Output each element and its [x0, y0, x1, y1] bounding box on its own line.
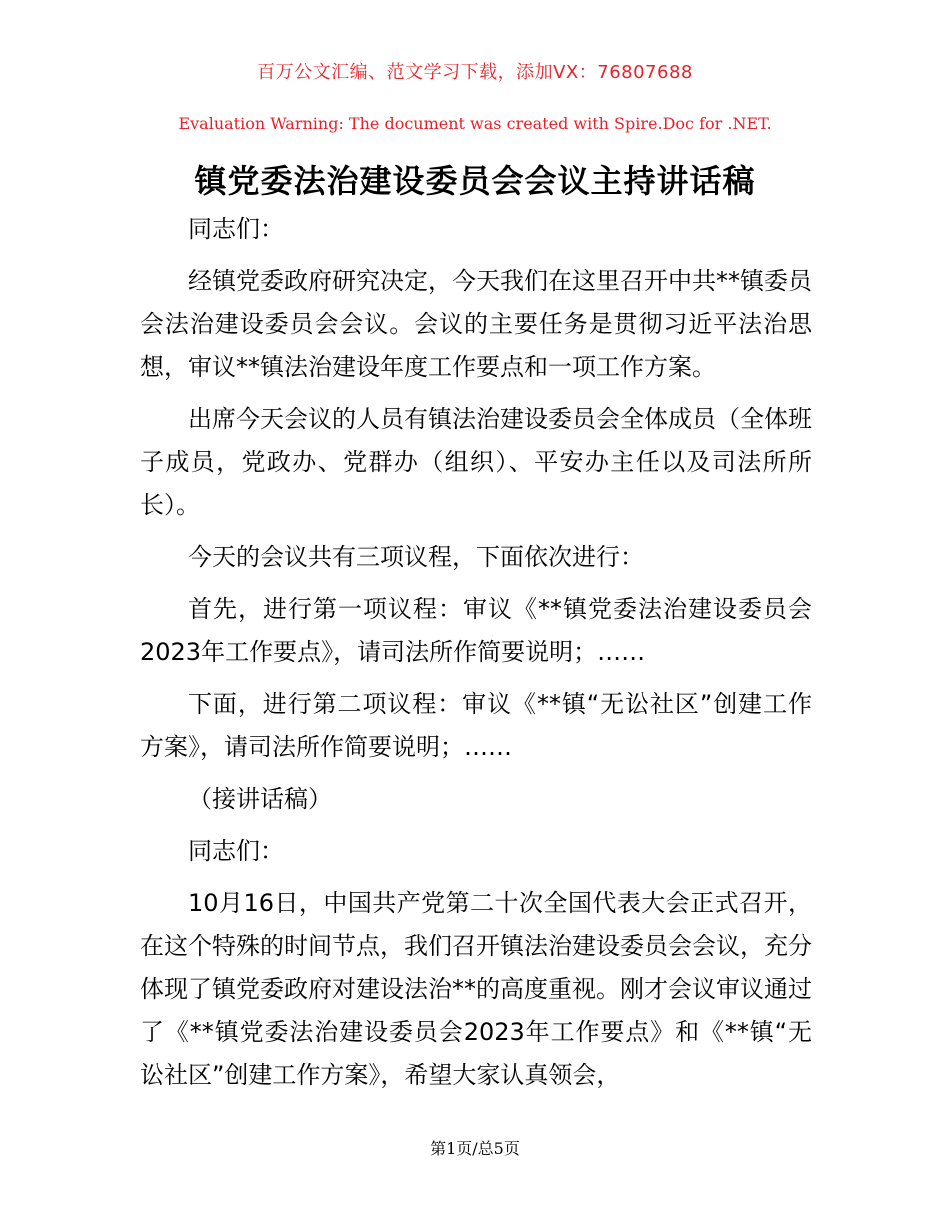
document-title: 镇党委法治建设委员会会议主持讲话稿	[194, 162, 756, 200]
header-banner: 百万公文汇编、范文学习下载，添加VX：76807688	[257, 62, 693, 83]
paragraph-continuation-note: （接讲话稿）	[188, 785, 332, 813]
paragraph-agenda-item-1: 首先，进行第一项议程：审议《**镇党委法治建设委员会2023年工作要点》，请司法所作简要说明；……	[140, 595, 812, 666]
paragraph-greeting: 同志们：	[188, 215, 284, 243]
paragraph-agenda: 今天的会议共有三项议程，下面依次进行：	[188, 543, 644, 571]
paragraph-intro: 经镇党委政府研究决定，今天我们在这里召开中共**镇委员会法治建设委员会会议。会议的主要任务是贯彻习近平法治思想，审议**镇法治建设年度工作要点和一项工作方案。	[140, 267, 812, 381]
document-body	[140, 208, 812, 1106]
paragraph-attendees: 出席今天会议的人员有镇法治建设委员会全体成员（全体班子成员，党政办、党群办（组织）、平安办主任以及司法所所长）。	[140, 405, 812, 519]
evaluation-warning: Evaluation Warning: The document was created with Spire.Doc for .NET.	[178, 114, 772, 133]
page-indicator: 第1页/总5页	[430, 1139, 520, 1158]
paragraph-speech: 10月16日，中国共产党第二十次全国代表大会正式召开，在这个特殊的时间节点，我们召开镇法治建设委员会会议，充分体现了镇党委政府对建设法治**的高度重视。刚才会议审议通过了《**镇党委法治建设委员会2023年工作要点》和《**镇“无讼社区”创建工作方案》，希望大家认真领会，	[140, 889, 812, 1089]
paragraph-greeting-2: 同志们：	[188, 837, 284, 865]
paragraph-agenda-item-2: 下面，进行第二项议程：审议《**镇“无讼社区”创建工作方案》，请司法所作简要说明；……	[140, 690, 812, 761]
